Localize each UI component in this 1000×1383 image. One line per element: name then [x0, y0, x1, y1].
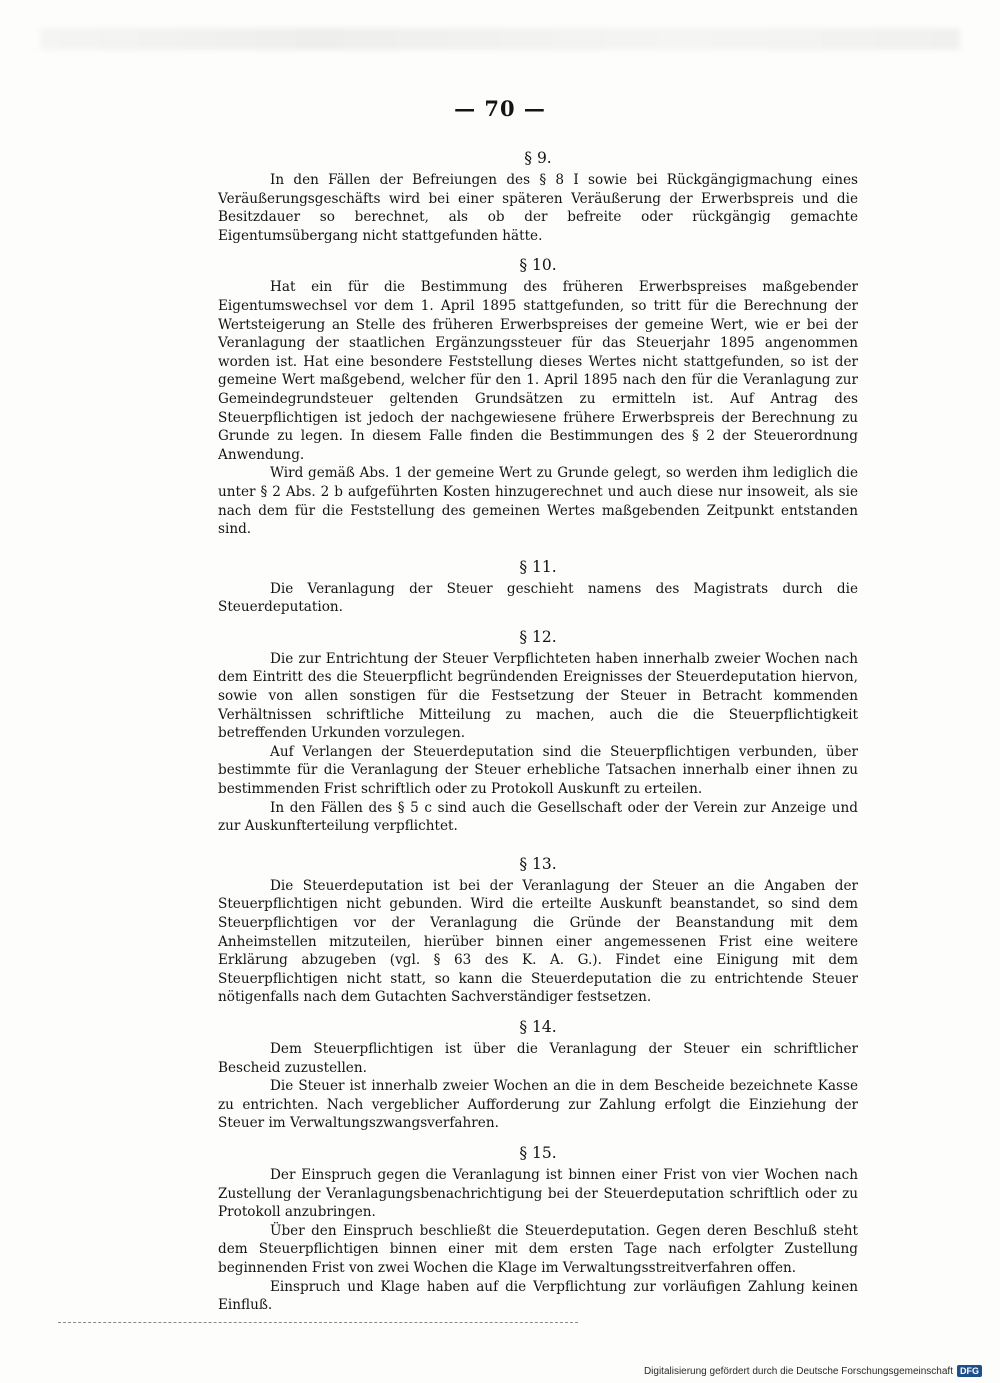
- section-heading: § 11.: [519, 557, 557, 576]
- paragraph: In den Fällen des § 5 c sind auch die Gesellschaft oder der Verein zur Anzeige und zur Auskunfterteilung verpflichtet.: [218, 799, 858, 835]
- paragraph: Auf Verlangen der Steuerdeputation sind die Steuerpflichtigen verbunden, über bestimmte für die Veranlagung der Steuer erhebliche Tatsachen innerhalb einer ihnen zu bestimmenden Frist schriftlich oder zu Protokoll Auskunft zu erteilen.: [218, 743, 858, 798]
- section-12: [218, 627, 858, 836]
- section-13: [218, 854, 858, 1007]
- section-9: [218, 148, 858, 245]
- section-heading: § 13.: [519, 854, 557, 873]
- dfg-logo: DFG: [957, 1365, 982, 1377]
- document-body: [218, 148, 858, 1315]
- page-number: — 70 —: [454, 96, 546, 121]
- section-10: [218, 255, 858, 538]
- section-11: [218, 557, 858, 617]
- paragraph: Einspruch und Klage haben auf die Verpflichtung zur vorläufigen Zahlung keinen Einfluß.: [218, 1278, 858, 1314]
- credit-text: Digitalisierung gefördert durch die Deutsche Forschungsgemeinschaft: [643, 1365, 953, 1377]
- paragraph: Die Steuerdeputation ist bei der Veranlagung der Steuer an die Angaben der Steuerpflichtigen nicht gebunden. Wird die erteilte Auskunft beanstandet, so sind dem Steuerpflichtigen vor der Veranlagung die Gründe der Beanstandung mit dem Anheimstellen mitzuteilen, hierüber binnen einer angemessenen Frist eine weitere Erklärung abzugeben (vgl. § 63 des K. A. G.). Findet eine Einigung mit dem Steuerpflichtigen nicht statt, so kann die Steuerdeputation die zu entrichtende Steuer nötigenfalls nach dem Gutachten Sachverständiger festsetzen.: [218, 877, 858, 1006]
- paragraph: Hat ein für die Bestimmung des früheren Erwerbspreises maßgebender Eigentumswechsel vor dem 1. April 1895 stattgefunden, so tritt für die Berechnung der Wertsteigerung an Stelle des früheren Erwerbspreises der gemeine Wert, wie er bei der Veranlagung der staatlichen Ergänzungssteuer für das Steuerjahr 1895 angenommen worden ist. Hat eine besondere Feststellung dieses Wertes nicht stattgefunden, so ist der gemeine Wert maßgebend, welcher für den 1. April 1895 nach den für die Veranlagung zur Gemeindegrundsteuer geltenden Grundsätzen zu ermitteln ist. Auf Antrag des Steuerpflichtigen ist jedoch der nachgewiesene frühere Erwerbspreis der Berechnung zu Grunde zu legen. In diesem Falle finden die Bestimmungen des § 2 der Steuerordnung Anwendung.: [218, 279, 858, 463]
- section-heading: § 10.: [519, 256, 557, 275]
- paragraph: Über den Einspruch beschließt die Steuerdeputation. Gegen deren Beschluß steht dem Steuerpflichtigen binnen einer mit dem ersten Tage nach erfolgter Zustellung beginnenden Frist von zwei Wochen die Klage im Verwaltungsstreitverfahren offen.: [218, 1222, 858, 1276]
- section-14: [218, 1017, 858, 1133]
- section-heading: § 12.: [519, 627, 557, 646]
- footer-divider: [58, 1322, 578, 1323]
- section-heading: § 9.: [524, 149, 552, 167]
- paragraph: Die zur Entrichtung der Steuer Verpflichteten haben innerhalb zweier Wochen nach dem Eintritt des die Steuerpflicht begründenden Ereignisses der Steuerdeputation hiervon, sowie von allen sonstigen für die Festsetzung der Steuer in Betracht kommenden Verhältnissen schriftliche Mitteilung zu machen, auch die die Steuerpflichtigkeit betreffenden Urkunden vorzulegen.: [218, 650, 858, 742]
- paragraph: Der Einspruch gegen die Veranlagung ist binnen einer Frist von vier Wochen nach Zustellung der Veranlagungsbenachrichtigung bei der Steuerdeputation schriftlich oder zu Protokoll anzubringen.: [218, 1166, 858, 1221]
- paragraph: In den Fällen der Befreiungen des § 8 I sowie bei Rückgängigmachung eines Veräußerungsgeschäfts wird bei einer späteren Veräußerung der Erwerbspreis und die Besitzdauer so berechnet, als ob der befreite oder rückgängig gemachte Eigentumsübergang nicht stattgefunden hätte.: [218, 172, 858, 244]
- section-heading: § 14.: [519, 1017, 557, 1036]
- paragraph: Die Veranlagung der Steuer geschieht namens des Magistrats durch die Steuerdeputation.: [218, 580, 858, 616]
- section-heading: § 15.: [519, 1143, 557, 1162]
- digitization-credit: [644, 1365, 982, 1377]
- paragraph: Wird gemäß Abs. 1 der gemeine Wert zu Grunde gelegt, so werden ihm lediglich die unter § 2 Abs. 2 b aufgeführten Kosten hinzugerechnet und auch diese nur insoweit, als sie nach dem für die Feststellung des gemeinen Wertes maßgebenden Zeitpunkt entstanden sind.: [218, 465, 858, 538]
- paragraph: Die Steuer ist innerhalb zweier Wochen an die in dem Bescheide bezeichnete Kasse zu entrichten. Nach vergeblicher Aufforderung zur Zahlung erfolgt die Einziehung der Steuer im Verwaltungszwangsverfahren.: [218, 1078, 858, 1132]
- section-15: [218, 1143, 858, 1315]
- paragraph: Dem Steuerpflichtigen ist über die Veranlagung der Steuer ein schriftlicher Bescheid zuzustellen.: [218, 1040, 858, 1076]
- scan-shadow: [40, 28, 960, 50]
